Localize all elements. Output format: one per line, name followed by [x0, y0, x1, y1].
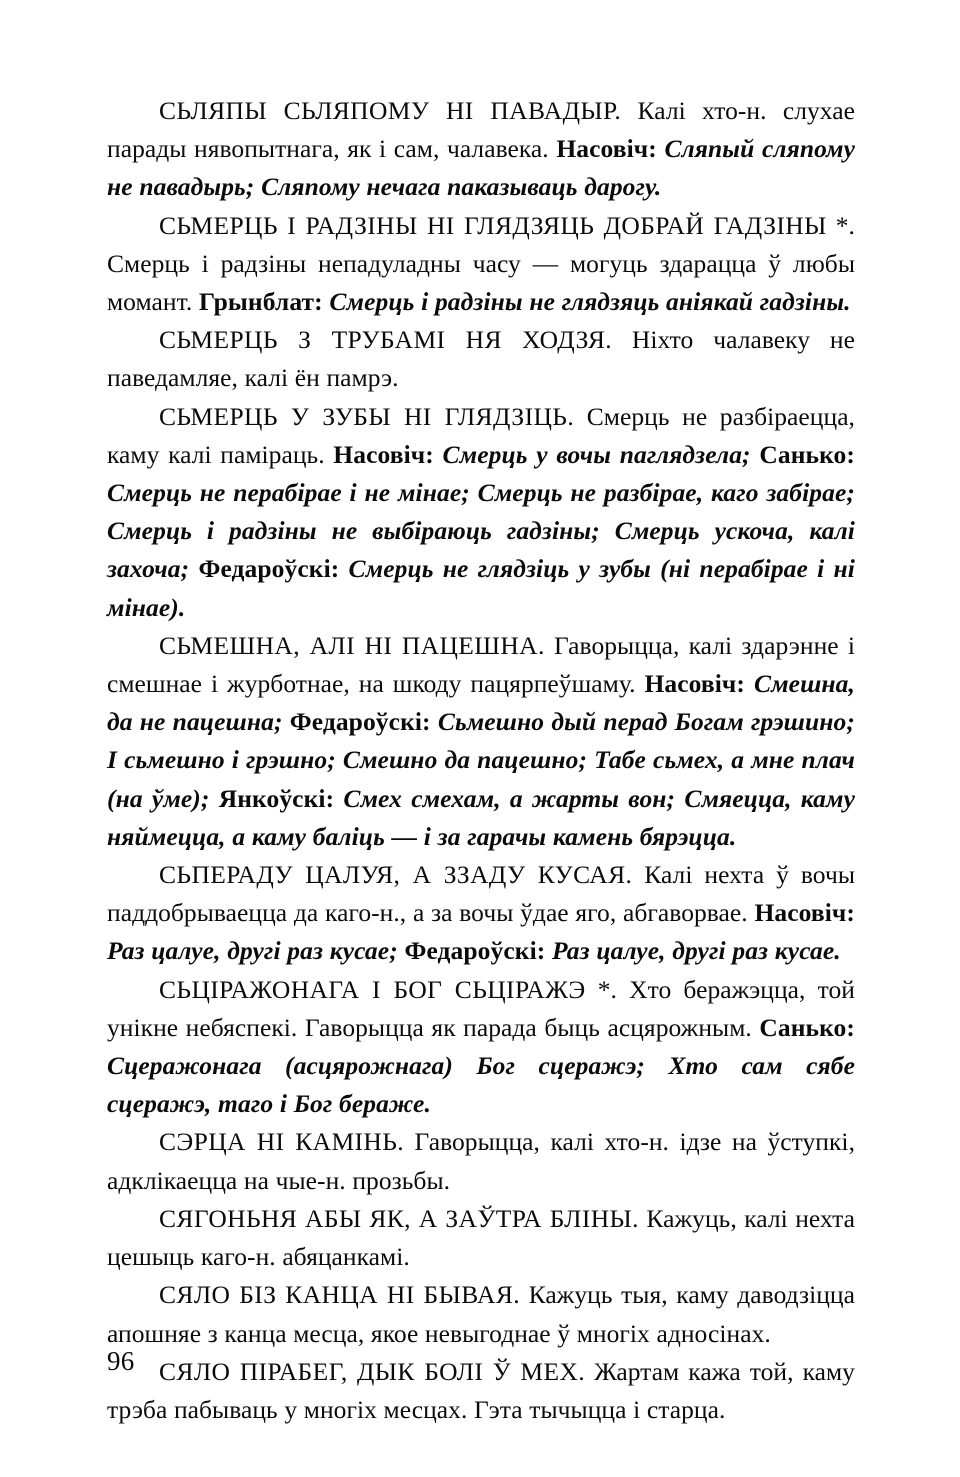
dictionary-entry [107, 207, 855, 322]
citation-source-name: Санько: [759, 1012, 855, 1042]
page-number: 96 [107, 1346, 135, 1376]
citation-variant-text: Смех смехам, а жарты вон; Смяецца, каму няймецца, а каму баліць — і за гарачы камень бярэцца. [107, 783, 856, 851]
dictionary-entry [107, 1353, 855, 1429]
citation-variant-text: Сцеражонага (асцярожнага) Бог сцеражэ; Хто сам сябе сцеражэ, таго і Бог бераже. [107, 1051, 855, 1119]
citation-variant-text: Сляпый сляпому не павадырь; Сляпому нечага паказываць дарогу. [107, 134, 855, 202]
entry-definition: Смерць не разбіраецца, каму калі паміраць. [107, 401, 855, 469]
citation-variant-text: Смерць у вочы паглядзела; [433, 439, 760, 469]
citation-source-name: Насовіч: [333, 439, 434, 469]
entry-headword: СЬЛЯПЫ СЬЛЯПОМУ НІ ПАВАДЫР. [159, 96, 622, 125]
citation-source-name: Насовіч: [644, 669, 745, 699]
entry-headword: СЬМЕРЦЬ І РАДЗІНЫ НІ ГЛЯДЗЯЦЬ ДОБРАЙ ГАДЗІНЫ [159, 210, 827, 240]
entry-headword: СЬМЕШНА, АЛІ НІ ПАЦЕШНА. [159, 630, 545, 660]
citation-variant-text: Смешна, да не пацешна; [107, 669, 855, 737]
dictionary-entry [107, 856, 855, 971]
dictionary-entry [107, 321, 855, 397]
entry-asterisk-marker: * [585, 974, 611, 1004]
citation-source-name: Грынблат: [198, 287, 323, 317]
dictionary-entry [107, 1123, 855, 1199]
entry-definition: Жартам кажа той, каму трэба пабываць у многіх месцах. Гэта тычыцца і старца. [107, 1356, 855, 1424]
citation-variant-text: Раз цалуе, другі раз кусае. [545, 936, 841, 966]
entry-definition: Кажуць тыя, каму даводзіцца апошняе з канца месца, якое невыгоднае ў многіх адносінах. [107, 1280, 855, 1348]
entry-definition: Кажуць, калі нехта цешыць каго-н. абяцанкамі. [107, 1203, 855, 1272]
page-text-column [107, 92, 855, 1429]
entry-definition: . Смерць і радзіны непадуладны часу — могуць здарацца ў любы момант. [107, 210, 855, 317]
dictionary-entry [107, 1276, 855, 1352]
entry-asterisk-marker: * [826, 210, 849, 240]
dictionary-entry [107, 627, 855, 856]
entry-headword: СЯЛО ПІРАБЕГ, ДЫК БОЛІ Ў МЕХ. [159, 1356, 586, 1386]
entry-headword: СЯЛО БІЗ КАНЦА НІ БЫВАЯ. [159, 1280, 521, 1310]
citation-variant-text: Смерць не глядзіць у зубы (ні перабірае і ні мінае). [107, 554, 855, 622]
citation-source-name: Насовіч: [754, 898, 855, 928]
entry-definition: Калі нехта ў вочы паддобрываецца да каго-н., а за вочы ўдае яго, абгаворвае. [107, 860, 856, 928]
entry-headword: СЭРЦА НІ КАМІНЬ. [159, 1127, 405, 1157]
citation-source-name: Федароўскі: [404, 936, 546, 966]
entry-headword: СЬМЕРЦЬ З ТРУБАМІ НЯ ХОДЗЯ. [159, 325, 613, 355]
citation-variant-text: Смерць не перабірае і не мінае; Смерць не разбірае, каго забірае; Смерць і радзіны не выбіраюць гадзіны; Смерць ускоча, калі захоча; [107, 478, 855, 584]
citation-source-name: Янкоўскі: [218, 783, 335, 813]
entry-definition: Ніхто чалавеку не паведамляе, калі ён памрэ. [107, 325, 855, 393]
citation-variant-text: Раз цалуе, другі раз кусае; [107, 936, 405, 966]
dictionary-entry [107, 398, 855, 627]
entry-headword: СЯГОНЬНЯ АБЫ ЯК, А ЗАЎТРА БЛІНЫ. [159, 1203, 639, 1233]
dictionary-entry [107, 92, 855, 207]
entry-headword: СЬПЕРАДУ ЦАЛУЯ, А ЗЗАДУ КУСАЯ. [159, 860, 633, 890]
dictionary-entry [107, 971, 855, 1124]
dictionary-entry [107, 1200, 855, 1276]
entry-headword: СЬМЕРЦЬ У ЗУБЫ НІ ГЛЯДЗІЦЬ. [159, 401, 575, 431]
citation-source-name: Насовіч: [556, 134, 657, 164]
entry-definition: Гаворыцца, калі хто-н. ідзе на ўступкі, адклікаецца на чые-н. прозьбы. [107, 1127, 855, 1195]
entry-definition: Калі хто-н. слухае парады нявопытнага, як і сам, чалавека. [107, 96, 855, 164]
entry-definition: . Хто беражэцца, той унікне небяспекі. Гаворыцца як парада быць асцярожным. [107, 974, 855, 1042]
entry-headword: СЬЦІРАЖОНАГА І БОГ СЬЦІРАЖЭ [159, 974, 586, 1004]
citation-source-name: Федароўскі: [289, 707, 431, 737]
citation-variant-text: Смерць і радзіны не глядзяць аніякай гадзіны. [322, 287, 851, 317]
entry-definition: Гаворыцца, калі здарэнне і смешнае і журботнае, на шкоду пацярпеўшаму. [107, 630, 855, 699]
citation-source-name: Федароўскі: [198, 554, 340, 584]
citation-source-name: Санько: [759, 439, 855, 469]
citation-variant-text: Сьмешно дый перад Богам грэшино; І сьмешно і грэшно; Смешно да пацешно; Табе сьмех, а мне плач (на ўме); [107, 707, 855, 813]
